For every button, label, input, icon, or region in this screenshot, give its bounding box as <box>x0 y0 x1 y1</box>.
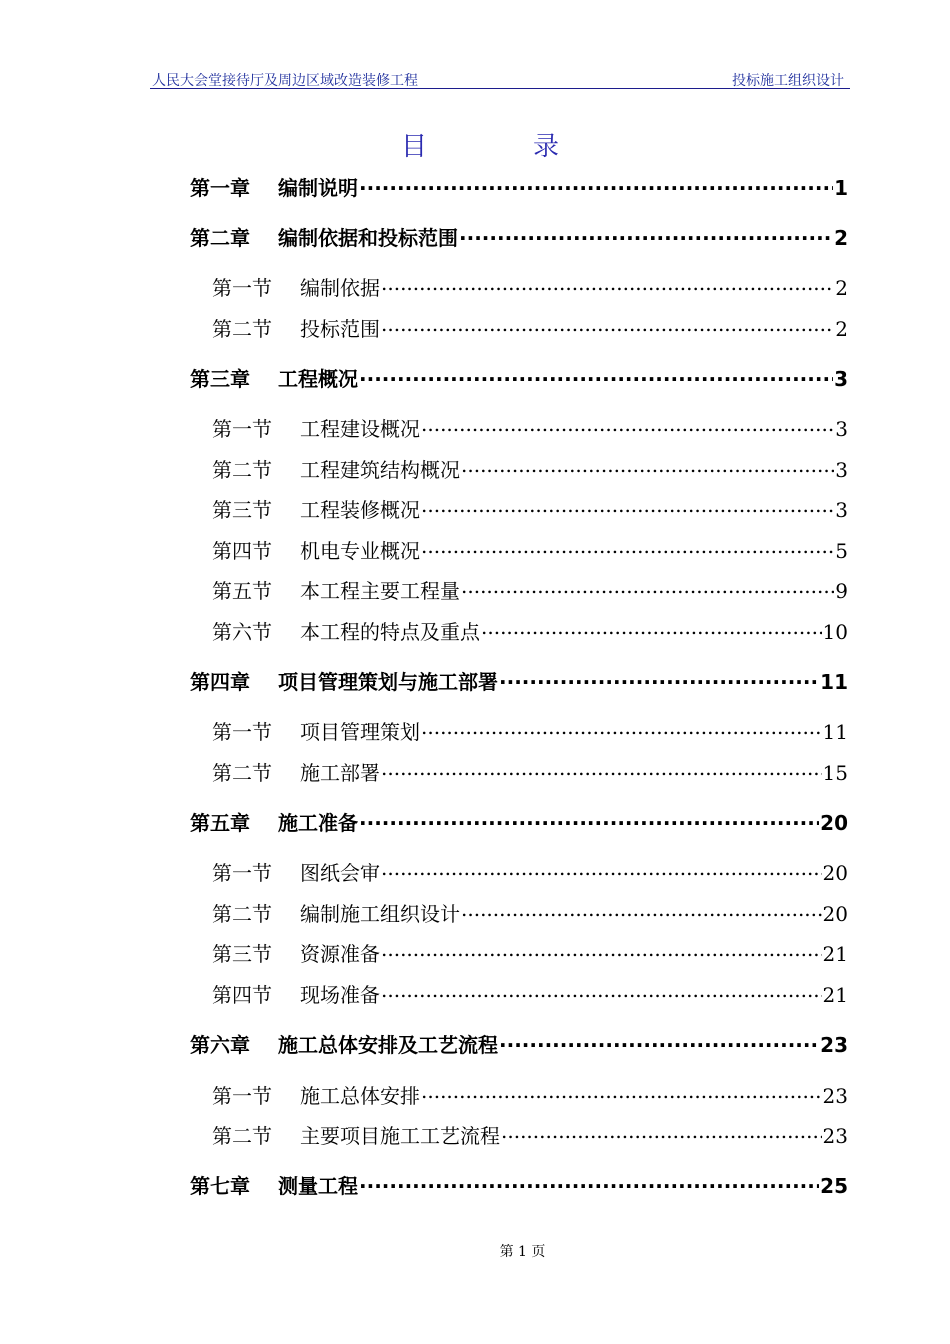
toc-entry-title: 施工总体安排及工艺流程 <box>278 1033 498 1057</box>
toc-section-entry[interactable] <box>212 272 848 301</box>
toc-entry-title: 工程建设概况 <box>300 417 420 441</box>
toc-section-entry[interactable] <box>212 757 848 786</box>
toc-dot-leader <box>359 810 819 830</box>
toc-entry-page: 9 <box>835 579 848 603</box>
toc-entry-number: 第一节 <box>212 1084 272 1108</box>
toc-chapter-entry[interactable] <box>190 222 848 251</box>
toc-entry-page: 2 <box>835 317 848 341</box>
toc-chapter-entry[interactable] <box>190 172 848 201</box>
toc-section-entry[interactable] <box>212 857 848 886</box>
toc-entry-number: 第二节 <box>212 317 272 341</box>
toc-section-entry[interactable] <box>212 898 848 927</box>
toc-section-entry[interactable] <box>212 1080 848 1109</box>
toc-chapter-entry[interactable] <box>190 1029 848 1058</box>
toc-dot-leader <box>499 1032 819 1052</box>
toc-entry-page: 10 <box>822 620 848 644</box>
toc-dot-leader <box>421 416 834 436</box>
toc-section-entry[interactable] <box>212 1120 848 1149</box>
toc-chapter-entry[interactable] <box>190 1170 848 1199</box>
toc-dot-leader <box>421 719 822 739</box>
toc-entry-number: 第七章 <box>190 1174 250 1198</box>
toc-entry-title: 投标范围 <box>300 317 380 341</box>
toc-entry-number: 第三章 <box>190 367 250 391</box>
toc-entry-title: 项目管理策划 <box>300 720 420 744</box>
toc-entry-title: 编制依据 <box>300 276 380 300</box>
toc-entry-number: 第一节 <box>212 861 272 885</box>
toc-entry-title: 施工总体安排 <box>300 1084 420 1108</box>
toc-entry-page: 21 <box>822 983 848 1007</box>
toc-entry-title: 编制说明 <box>278 176 358 200</box>
toc-chapter-entry[interactable] <box>190 363 848 392</box>
toc-section-entry[interactable] <box>212 716 848 745</box>
toc-section-entry[interactable] <box>212 413 848 442</box>
toc-entry-number: 第二节 <box>212 1124 272 1148</box>
toc-section-entry[interactable] <box>212 979 848 1008</box>
toc-section-entry[interactable] <box>212 616 848 645</box>
toc-entry-title: 本工程主要工程量 <box>300 579 460 603</box>
toc-entry-page: 23 <box>822 1124 848 1148</box>
toc-entry-title: 编制施工组织设计 <box>300 902 460 926</box>
toc-entry-number: 第一节 <box>212 720 272 744</box>
toc-entry-number: 第四节 <box>212 539 272 563</box>
toc-entry-page: 23 <box>822 1084 848 1108</box>
toc-dot-leader <box>381 316 834 336</box>
toc-entry-page: 11 <box>822 720 848 744</box>
toc-section-entry[interactable] <box>212 454 848 483</box>
toc-dot-leader <box>381 760 822 780</box>
toc-dot-leader <box>461 578 834 598</box>
toc-dot-leader <box>421 538 834 558</box>
toc-entry-title: 施工部署 <box>300 761 380 785</box>
toc-dot-leader <box>499 669 819 689</box>
toc-entry-title: 项目管理策划与施工部署 <box>278 670 498 694</box>
toc-entry-number: 第三节 <box>212 498 272 522</box>
toc-dot-leader <box>381 941 822 961</box>
toc-entry-number: 第四章 <box>190 670 250 694</box>
toc-entry-title: 主要项目施工工艺流程 <box>300 1124 500 1148</box>
toc-entry-page: 20 <box>822 861 848 885</box>
toc-entry-page: 20 <box>822 902 848 926</box>
toc-entry-number: 第一节 <box>212 276 272 300</box>
toc-entry-page: 3 <box>835 417 848 441</box>
toc-entry-title: 工程建筑结构概况 <box>300 458 460 482</box>
toc-entry-number: 第六章 <box>190 1033 250 1057</box>
toc-entry-title: 编制依据和投标范围 <box>278 226 458 250</box>
toc-entry-page: 20 <box>820 811 848 835</box>
toc-entry-title: 本工程的特点及重点 <box>300 620 480 644</box>
toc-section-entry[interactable] <box>212 575 848 604</box>
toc-entry-number: 第四节 <box>212 983 272 1007</box>
toc-dot-leader <box>359 1173 819 1193</box>
toc-entry-page: 5 <box>835 539 848 563</box>
header-document-type: 投标施工组织设计 <box>732 73 844 89</box>
toc-entry-title: 工程装修概况 <box>300 498 420 522</box>
toc-entry-title: 工程概况 <box>278 367 358 391</box>
toc-dot-leader <box>481 619 822 639</box>
toc-dot-leader <box>501 1123 822 1143</box>
toc-entry-number: 第二节 <box>212 458 272 482</box>
toc-entry-title: 现场准备 <box>300 983 380 1007</box>
toc-dot-leader <box>461 457 834 477</box>
toc-entry-title: 施工准备 <box>278 811 358 835</box>
toc-entry-page: 3 <box>834 367 848 391</box>
toc-entry-number: 第三节 <box>212 942 272 966</box>
toc-entry-number: 第二节 <box>212 902 272 926</box>
toc-entry-page: 2 <box>835 276 848 300</box>
toc-entry-page: 21 <box>822 942 848 966</box>
toc-chapter-entry[interactable] <box>190 666 848 695</box>
toc-dot-leader <box>421 1083 822 1103</box>
page-number: 第 1 页 <box>499 1244 546 1260</box>
toc-entry-title: 图纸会审 <box>300 861 380 885</box>
toc-section-entry[interactable] <box>212 313 848 342</box>
page-header <box>150 70 850 89</box>
header-project-name: 人民大会堂接待厅及周边区域改造装修工程 <box>152 73 418 89</box>
toc-dot-leader <box>359 366 833 386</box>
toc-dot-leader <box>421 497 834 517</box>
toc-entry-number: 第一节 <box>212 417 272 441</box>
toc-entry-page: 2 <box>834 226 848 250</box>
toc-entry-number: 第二节 <box>212 761 272 785</box>
toc-dot-leader <box>381 275 834 295</box>
toc-entry-page: 3 <box>835 458 848 482</box>
toc-chapter-entry[interactable] <box>190 807 848 836</box>
toc-section-entry[interactable] <box>212 494 848 523</box>
toc-entry-page: 15 <box>822 761 848 785</box>
toc-entry-number: 第一章 <box>190 176 250 200</box>
toc-entry-number: 第五章 <box>190 811 250 835</box>
toc-dot-leader <box>381 982 822 1002</box>
toc-entry-number: 第六节 <box>212 620 272 644</box>
toc-section-entry[interactable] <box>212 535 848 564</box>
toc-entry-title: 资源准备 <box>300 942 380 966</box>
toc-dot-leader <box>359 175 833 195</box>
toc-entry-page: 3 <box>835 498 848 522</box>
toc-entry-number: 第二章 <box>190 226 250 250</box>
toc-entry-title: 测量工程 <box>278 1174 358 1198</box>
toc-dot-leader <box>381 860 822 880</box>
toc-dot-leader <box>459 225 833 245</box>
toc-section-entry[interactable] <box>212 938 848 967</box>
toc-entry-page: 11 <box>820 670 848 694</box>
toc-dot-leader <box>461 901 822 921</box>
toc-entry-number: 第五节 <box>212 579 272 603</box>
toc-entry-title: 机电专业概况 <box>300 539 420 563</box>
toc-entry-page: 1 <box>834 176 848 200</box>
toc-entry-page: 23 <box>820 1033 848 1057</box>
toc-title: 目 录 <box>400 132 599 162</box>
toc-entry-page: 25 <box>820 1174 848 1198</box>
